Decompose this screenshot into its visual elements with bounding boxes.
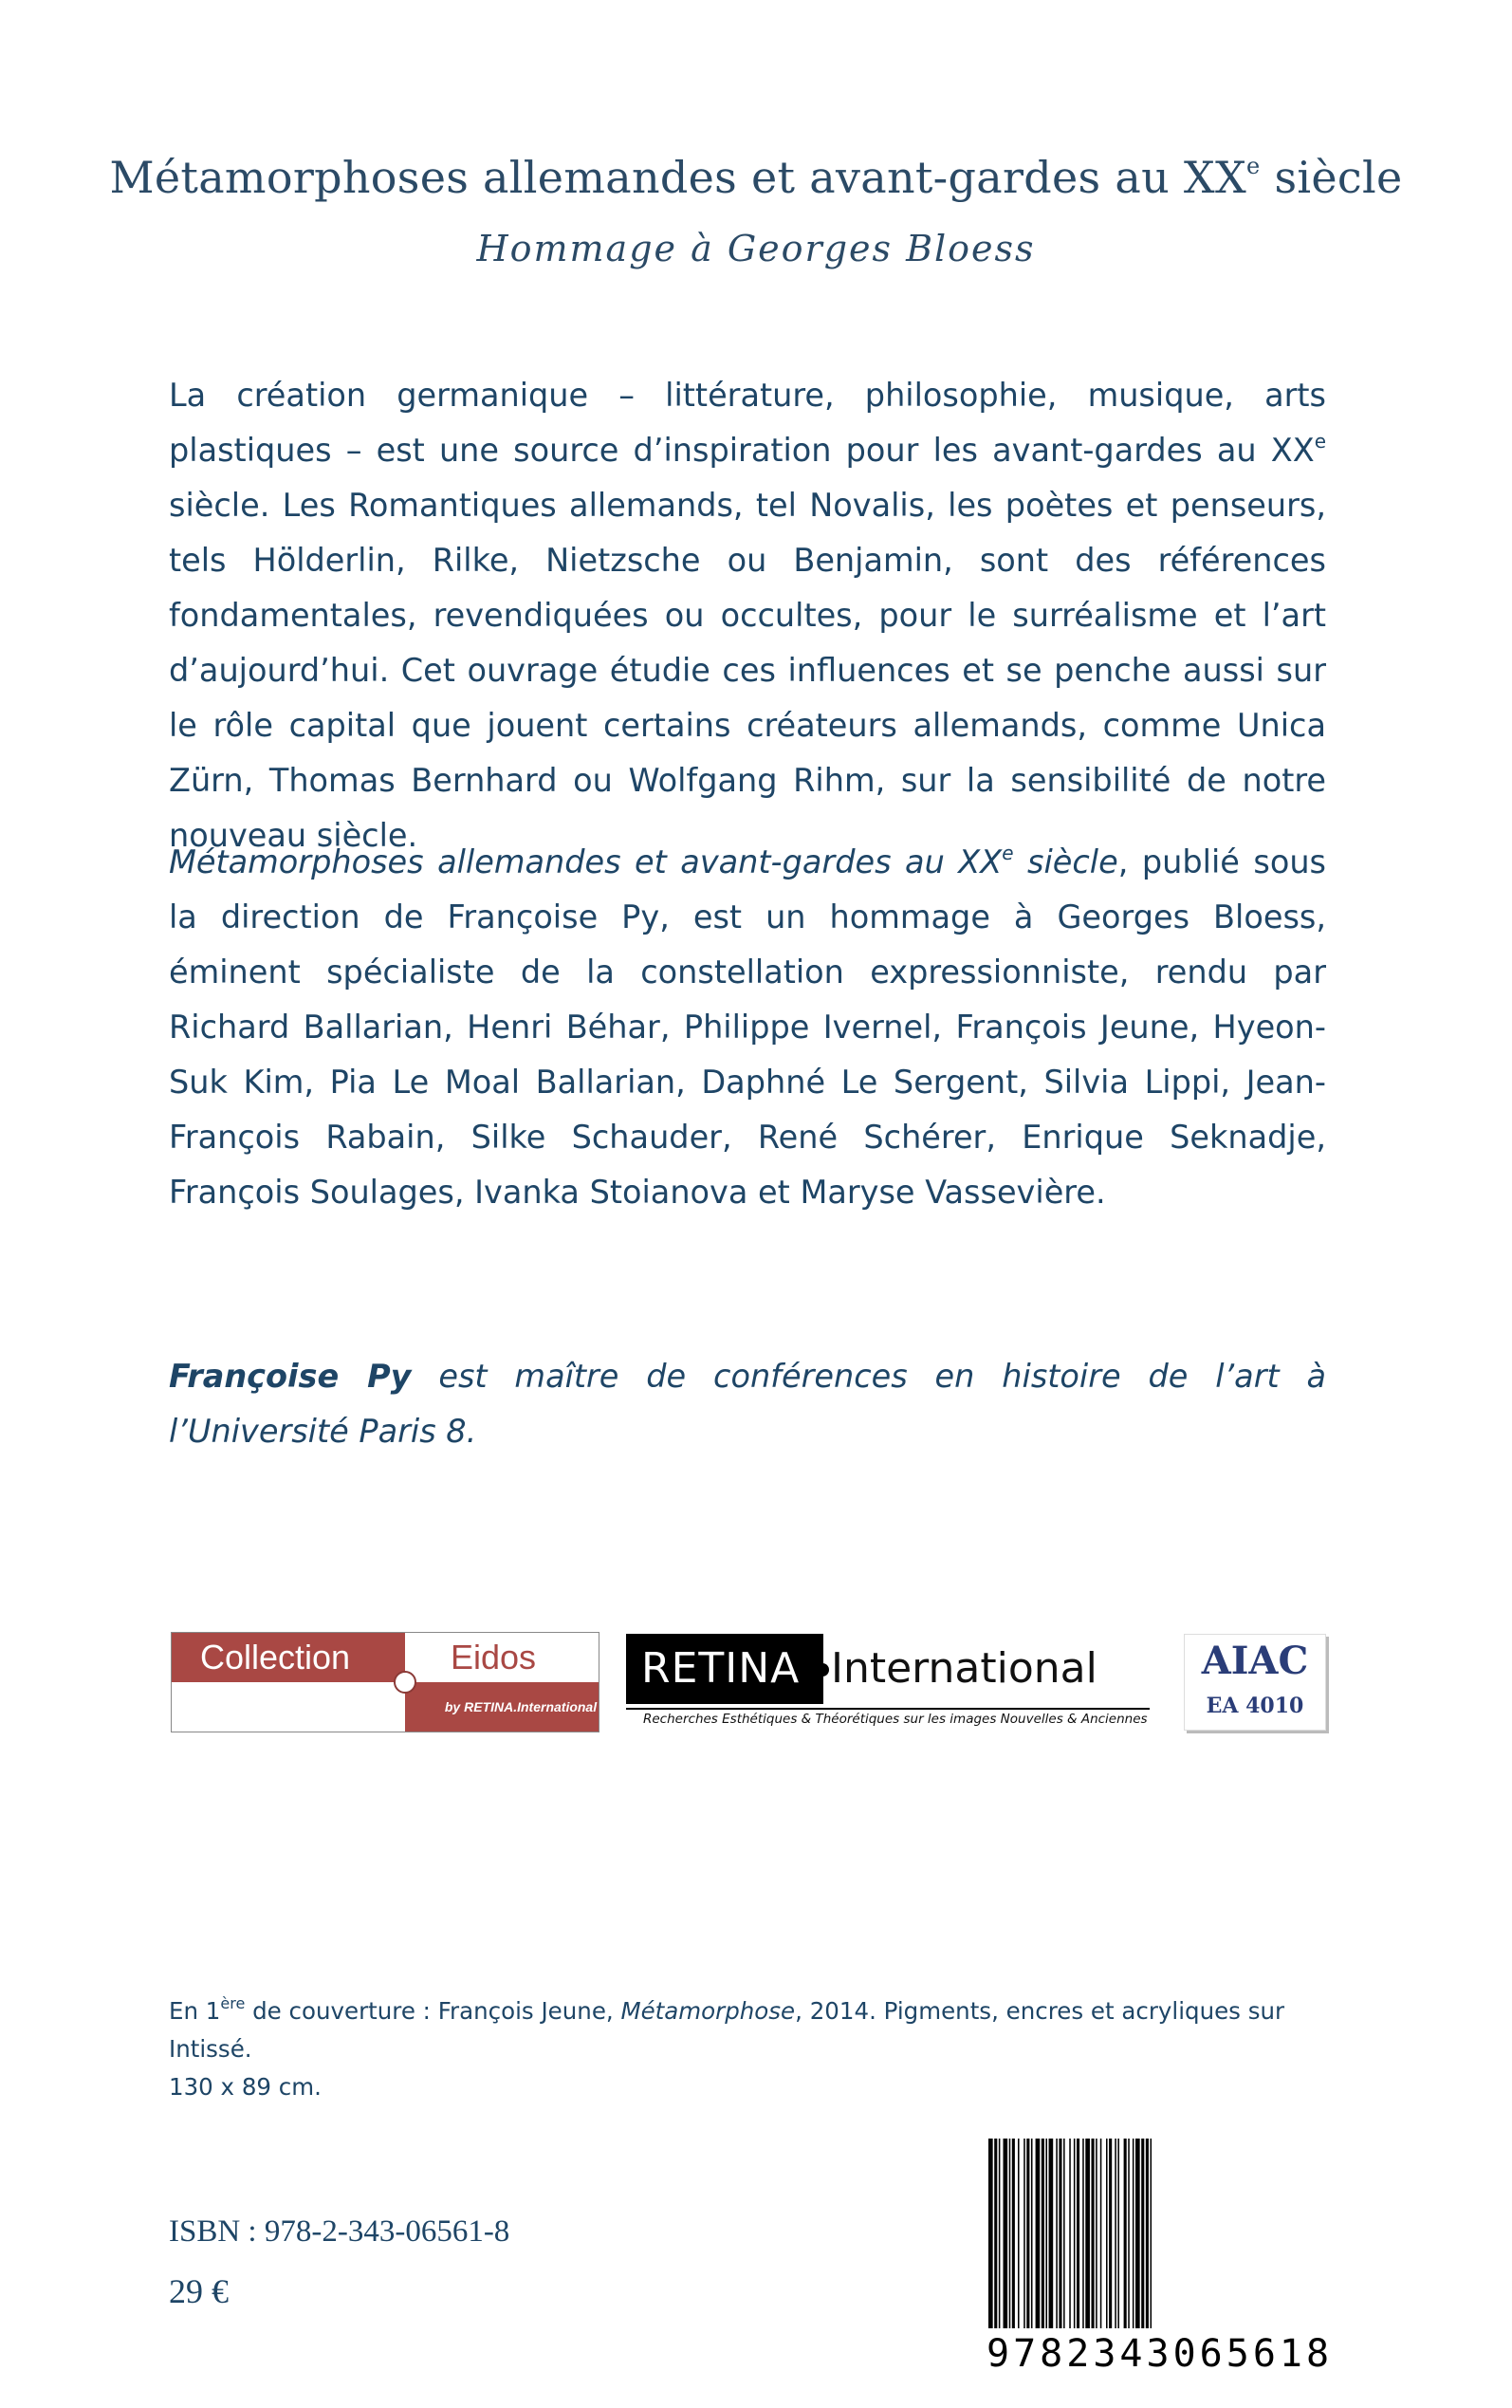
retina-international-logo (626, 1634, 1150, 1732)
barcode-bar (1135, 2139, 1140, 2328)
barcode-bar (1012, 2139, 1015, 2328)
barcode-bar (1117, 2139, 1119, 2328)
barcode-bar (988, 2139, 993, 2328)
eidos-circle-icon (394, 1671, 416, 1694)
barcode-bar (1085, 2139, 1090, 2328)
title-superscript: e (1246, 152, 1261, 179)
barcode-number: 9782343065618 (986, 2332, 1334, 2376)
description-text-2: siècle. Les Romantiques allemands, tel Novalis, les poètes et penseurs, tels Hölderlin, Rilke, Nietzsche ou Benjamin, sont des références fondamentales, revendiquées ou occultes, pour le surréalisme et l’art d’aujourd’hui. Cet ouvrage étudie ces influences et se penche aussi sur le rôle capital que jouent certains créateurs allemands, comme Unica Zürn, Thomas Bernhard ou Wolfgang Rihm, sur la sensibilité de notre nouveau siècle. (169, 487, 1326, 854)
eidos-collection-label: Collection (172, 1633, 405, 1682)
barcode-bar (1018, 2139, 1020, 2328)
barcode-bar (1100, 2139, 1102, 2328)
barcode-bar (1074, 2139, 1076, 2328)
contributors-superscript: e (1002, 841, 1014, 864)
barcode-bar (1004, 2139, 1008, 2328)
eidos-name-label: Eidos (405, 1633, 599, 1682)
barcode-bar (1092, 2139, 1095, 2328)
barcode-bar (1056, 2139, 1058, 2328)
eidos-blank-panel (172, 1682, 405, 1732)
eidos-byline: by RETINA.International (405, 1682, 599, 1732)
title-end: siècle (1260, 152, 1403, 203)
description-superscript: e (1314, 429, 1326, 453)
barcode-bars (986, 2139, 1326, 2328)
contributors-paragraph (169, 835, 1326, 1220)
barcode-bar (1049, 2139, 1054, 2328)
retina-divider (626, 1708, 1150, 1710)
barcode-bar (1115, 2139, 1116, 2328)
description-paragraph (169, 368, 1326, 863)
cover-credit (169, 1992, 1345, 2106)
collection-eidos-logo (171, 1632, 599, 1732)
barcode-bar (1063, 2139, 1065, 2328)
barcode-bar (1069, 2139, 1071, 2328)
barcode-bar (1096, 2139, 1097, 2328)
barcode (986, 2139, 1334, 2397)
retina-label: RETINA (626, 1634, 823, 1704)
contributors-book-title: Métamorphoses allemandes et avant-gardes au XX (169, 843, 1003, 880)
barcode-bar (1009, 2139, 1011, 2328)
contributors-text: , publié sous la direction de Françoise Py, est un hommage à Georges Bloess, éminent spécialiste de la constellation expressionniste, rendu par Richard Ballarian, Henri Béhar, Philippe Ivernel, François Jeune, Hyeon-Suk Kim, Pia Le Moal Ballarian, Daphné Le Sergent, Silvia Lippi, Jean-François Rabain, Silke Schauder, René Schérer, Enrique Seknadje, François Soulages, Ivanka Stoianova et Maryse Vassevière. (169, 843, 1327, 1211)
barcode-bar (1146, 2139, 1149, 2328)
barcode-bar (1045, 2139, 1047, 2328)
credit-dimensions: 130 x 89 cm. (169, 2073, 322, 2101)
barcode-bar (994, 2139, 997, 2328)
barcode-bar (1036, 2139, 1041, 2328)
barcode-bar (1042, 2139, 1044, 2328)
author-note (169, 1349, 1326, 1459)
barcode-bar (1031, 2139, 1033, 2328)
credit-text-3: , 2014. Pigments, encres et acryliques sur Intissé. (169, 1997, 1285, 2063)
barcode-bar (999, 2139, 1001, 2328)
isbn: ISBN : 978-2-343-06561-8 (169, 2214, 510, 2249)
barcode-bar (1128, 2139, 1130, 2328)
international-label: International (831, 1644, 1097, 1693)
barcode-bar (1133, 2139, 1134, 2328)
barcode-bar (1026, 2139, 1029, 2328)
barcode-bar (1124, 2139, 1127, 2328)
barcode-bar (1141, 2139, 1144, 2328)
barcode-bar (1151, 2139, 1152, 2328)
credit-text-1: En 1 (169, 1997, 221, 2025)
aiac-logo (1184, 1634, 1326, 1731)
credit-text-2: de couverture : François Jeune, (245, 1997, 621, 2025)
barcode-bar (1082, 2139, 1084, 2328)
credit-work-title: Métamorphose (620, 1997, 796, 2025)
book-subtitle: Hommage à Georges Bloess (476, 228, 1036, 269)
aiac-label: AIAC (1201, 1639, 1309, 1683)
barcode-bar (1109, 2139, 1112, 2328)
barcode-bar (1059, 2139, 1061, 2328)
book-title (0, 152, 1512, 203)
contributors-title-end: siècle (1013, 843, 1118, 880)
author-name: Françoise Py (169, 1358, 412, 1395)
retina-tagline: Recherches Esthétiques & Théorétiques sur les images Nouvelles & Anciennes (643, 1712, 1148, 1727)
title-text: Métamorphoses allemandes et avant-gardes au XX (109, 152, 1247, 203)
author-bio: est maître de conférences en histoire de l’art à l’Université Paris 8. (169, 1358, 1327, 1450)
aiac-code: EA 4010 (1206, 1694, 1304, 1718)
price: 29 € (169, 2272, 229, 2310)
retina-dot-icon (816, 1663, 829, 1676)
barcode-bar (1106, 2139, 1108, 2328)
description-text-1: La création germanique – littérature, philosophie, musique, arts plastiques – est une source d’inspiration pour les avant-gardes au XX (169, 377, 1326, 469)
barcode-bar (1023, 2139, 1025, 2328)
barcode-bar (1077, 2139, 1079, 2328)
retina-bar (626, 1634, 1150, 1704)
credit-superscript: ère (220, 1993, 246, 2012)
